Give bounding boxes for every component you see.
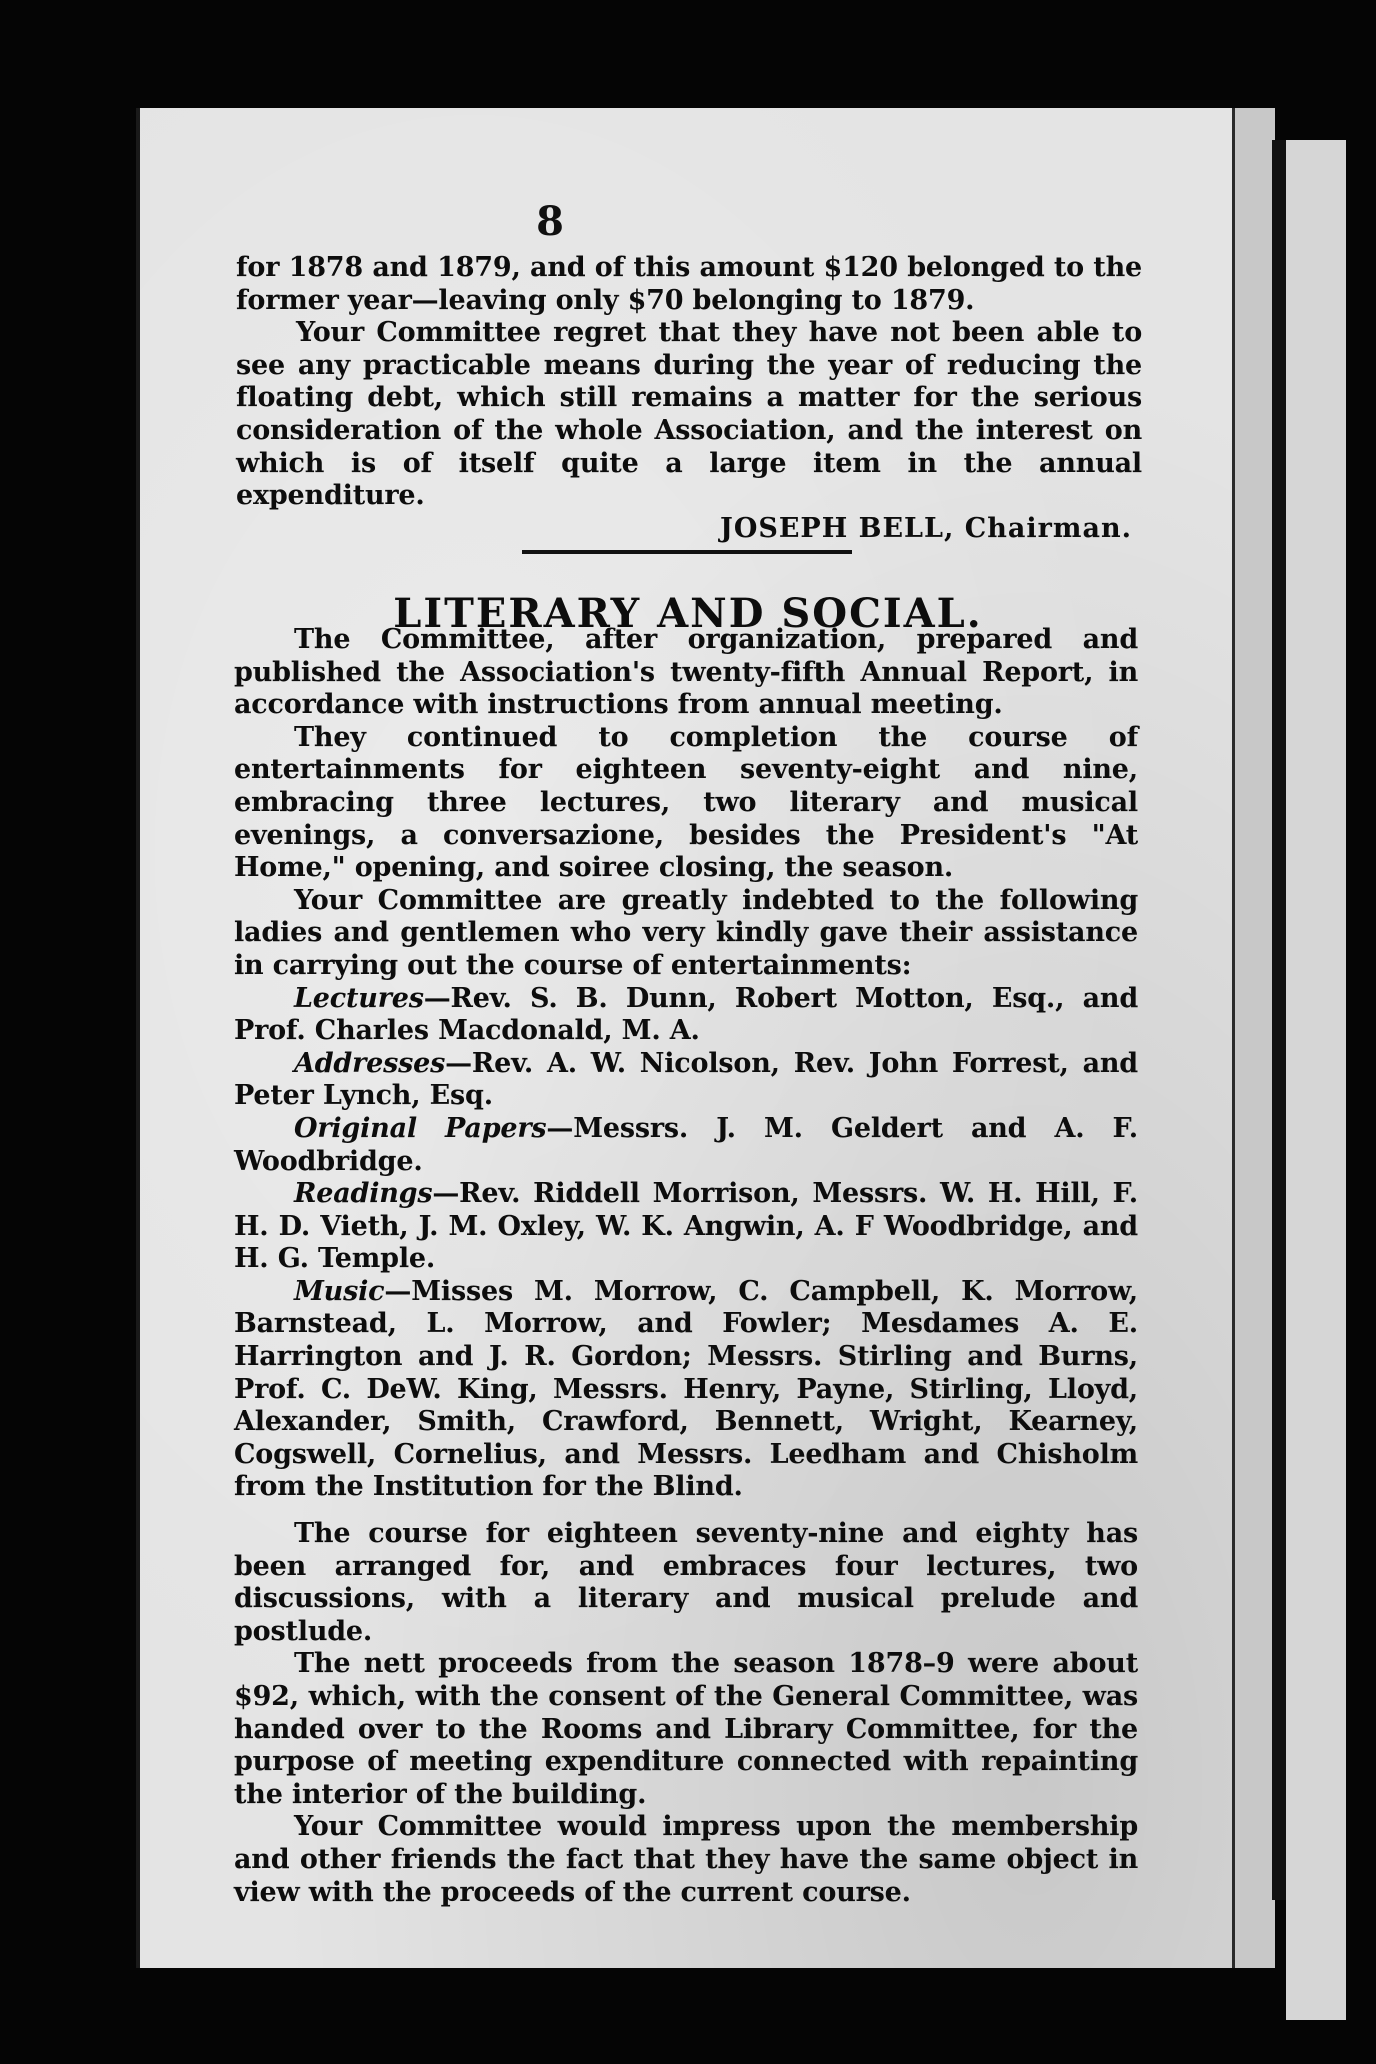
readings-label: Readings [294, 1178, 433, 1210]
lectures-text: —Rev. S. B. Dunn, Robert Motton, Esq., and Prof. Charles Macdonald, M. A. [234, 982, 1138, 1047]
music-label: Music [294, 1275, 385, 1307]
paragraph-report: The Committee, after organization, prepared and published the Association's twenty-fifth Annual Report, in accordance with instructions from annual meeting. [234, 624, 1138, 721]
readings-text: —Rev. Riddell Morrison, Messrs. W. H. Hill, F. H. D. Vieth, J. M. Oxley, W. K. Angwin, A. F Woodbridge, and H. G. Temple. [234, 1178, 1138, 1275]
papers-label: Original Papers [294, 1112, 547, 1144]
paragraph-impress: Your Committee would impress upon the membership and other friends the fact that they have the same object in view with the proceeds of the current course. [234, 1811, 1138, 1908]
music-text: —Misses M. Morrow, C. Campbell, K. Morrow, Barnstead, L. Morrow, and Fowler; Mesdames A. E. Harrington and J. R. Gordon; Messrs. Stirling and Burns, Prof. C. DeW. King, Messrs. Henry, Payne, Stirling, Lloyd, Alexander, Smith, Crawford, Bennett, Wright, Kearney, Cogswell, Cornelius, and Messrs. Leedham and Chisholm from the Institution for the Blind. [234, 1275, 1138, 1503]
top-section [236, 252, 1142, 545]
paragraph-course: They continued to completion the course of entertainments for eighteen seventy-eight and nine, embracing three lectures, two literary and musical evenings, a conversazione, besides the President's "At Home," opening, and soiree closing, the season. [234, 721, 1138, 884]
floating-debt-paragraph: Your Committee regret that they have not been able to see any practicable means during the year of reducing the floating debt, which still remains a matter for the serious consideration of the whole Association, and the interest on which is of itself quite a large item in the annual expenditure. [236, 317, 1142, 512]
paragraph-proceeds: The nett proceeds from the season 1878–9 were about $92, which, with the consent of the General Committee, was handed over to the Rooms and Library Committee, for the purpose of meeting expenditure connected with repainting the interior of the building. [234, 1648, 1138, 1810]
signature: JOSEPH BELL, Chairman. [720, 512, 1132, 544]
readings-entry [234, 1178, 1138, 1276]
page-number: 8 [536, 198, 564, 245]
lectures-entry [234, 983, 1138, 1048]
page-spine [1232, 108, 1275, 1968]
lectures-label: Lectures [294, 982, 424, 1014]
addresses-text: —Rev. A. W. Nicolson, Rev. John Forrest, and Peter Lynch, Esq. [234, 1047, 1138, 1112]
section-divider [522, 550, 852, 554]
paragraph-indebted: Your Committee are greatly indebted to the following ladies and gentlemen who very kindly gave their assistance in carrying out the course of entertainments: [234, 884, 1138, 981]
continued-paragraph: for 1878 and 1879, and of this amount $120 belonged to the former year—leaving only $70 belonging to 1879. [236, 252, 1142, 316]
literary-social-body [234, 624, 1138, 1909]
paragraph-next-course: The course for eighteen seventy-nine and eighty has been arranged for, and embraces four lectures, two discussions, with a literary and musical prelude and postlude. [234, 1518, 1138, 1647]
music-entry [234, 1276, 1138, 1504]
papers-text: —Messrs. J. M. Geldert and A. F. Woodbridge. [234, 1112, 1138, 1177]
section-heading: LITERARY AND SOCIAL. [393, 590, 983, 637]
page-edge-shadow [1272, 140, 1286, 1900]
addresses-entry [234, 1048, 1138, 1113]
addresses-label: Addresses [294, 1047, 446, 1079]
adjacent-page [1286, 140, 1346, 2020]
papers-entry [234, 1113, 1138, 1178]
